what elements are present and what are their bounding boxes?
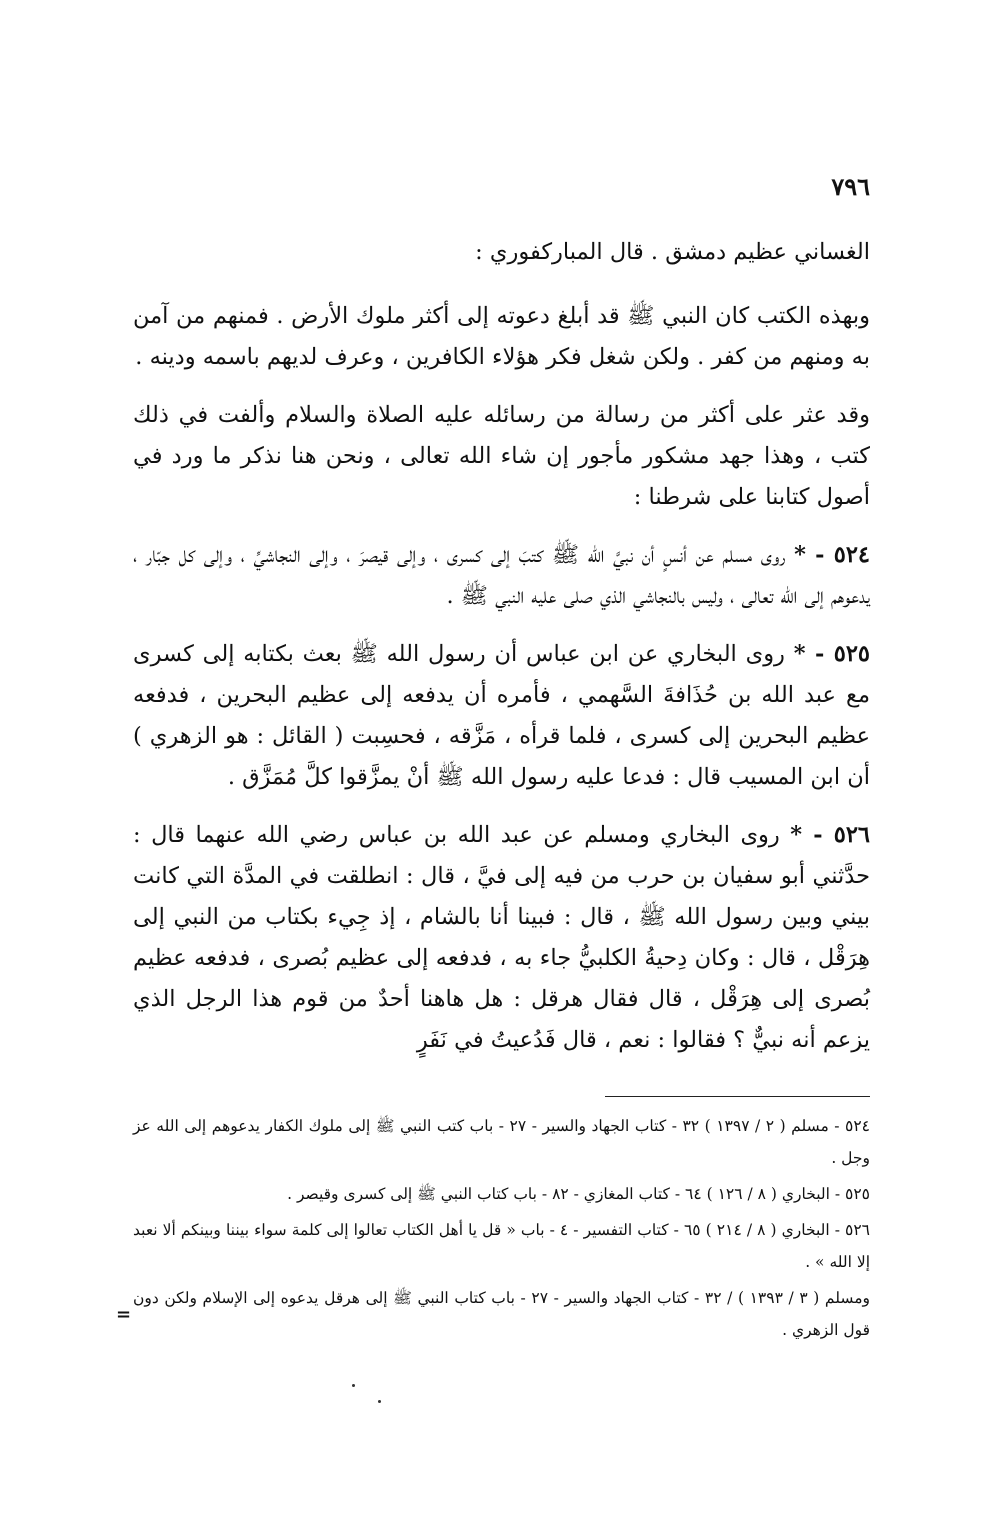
- hadith-text: روى البخاري ومسلم عن عبد الله بن عباس رضي الله عنهما قال : حدَّثني أبو سفيان بن حرب من فيه إلى فيَّ ، قال : انطلقت في المدَّة التي كانت بيني وبين رسول الله ﷺ ، قال : فبينا أنا بالشام ، إذ جِيء بكتاب من النبي إلى هِرَقْل ، قال : وكان دِحيةُ الكلبيُّ جاء به ، فدفعه إلى عظيم بُصرى ، فدفعه عظيم بُصرى إلى هِرَقْل ، قال فقال هرقل : هل هاهنا أحدٌ من قوم هذا الرجل الذي يزعم أنه نبيٌّ ؟ فقالوا : نعم ، قال فَدُعيتُ في نَفَرٍ: [133, 822, 870, 1053]
- scan-speck: [378, 1400, 381, 1403]
- scan-speck: [352, 1384, 355, 1387]
- footnote: ٥٢٤ - مسلم ( ٢ / ١٣٩٧ ) ٣٢ - كتاب الجهاد والسير - ٢٧ - باب كتب النبي ﷺ إلى ملوك الكفار يدعوهم إلى الله عز وجل .: [133, 1117, 870, 1167]
- footnote-divider: [605, 1096, 870, 1097]
- hadith-number: ٥٢٥ - *: [793, 641, 871, 667]
- hadith-525: [133, 634, 870, 798]
- hadith-number: ٥٢٤ - *: [794, 542, 870, 568]
- paragraph: الغساني عظيم دمشق . قال المباركفوري :: [475, 239, 870, 265]
- hadith-524: [133, 535, 870, 617]
- hadith-text: روى مسلم عن أنسٍ أن نبيَّ الله ﷺ كتبَ إلى كسرى ، وإلى قيصرَ ، وإلى النجاشيِّ ، وإلى كل جبّار ، يدعوهم إلى الله تعالى ، وليس بالنجاشي الذي صلى عليه النبي ﷺ .: [133, 542, 870, 609]
- continuation-mark: =: [116, 1304, 132, 1325]
- paragraph: وقد عثر على أكثر من رسالة من رسائله عليه الصلاة والسلام وألفت في ذلك كتب ، وهذا جهد مشكور مأجور إن شاء الله تعالى ، ونحن هنا نذكر ما ورد في أصول كتابنا على شرطنا :: [133, 402, 870, 510]
- page-number: ٧٩٦: [831, 172, 870, 201]
- footnote: ٥٢٦ - البخاري ( ٨ / ٢١٤ ) ٦٥ - كتاب التفسير - ٤ - باب « قل يا أهل الكتاب تعالوا إلى كلمة سواء بيننا وبينكم ألا نعبد إلا الله » .: [133, 1221, 870, 1271]
- main-text: [133, 232, 870, 1078]
- hadith-number: ٥٢٦ - *: [790, 822, 871, 848]
- footnote: ومسلم ( ٣ / ١٣٩٣ ) / ٣٢ - كتاب الجهاد والسير - ٢٧ - باب كتاب النبي ﷺ إلى هرقل يدعوه إلى الإسلام ولكن دون قول الزهري .: [133, 1289, 870, 1339]
- footnotes: [133, 1110, 870, 1350]
- footnote: ٥٢٥ - البخاري ( ٨ / ١٢٦ ) ٦٤ - كتاب المغازي - ٨٢ - باب كتاب النبي ﷺ إلى كسرى وقيصر .: [287, 1185, 870, 1203]
- hadith-text: روى البخاري عن ابن عباس أن رسول الله ﷺ بعث بكتابه إلى كسرى مع عبد الله بن حُذَافةَ السَّهمي ، فأمره أن يدفعه إلى عظيم البحرين ، فدفعه عظيم البحرين إلى كسرى ، فلما قرأه ، مَزَّقه ، فحسِبت ( القائل : هو الزهري ) أن ابن المسيب قال : فدعا عليه رسول الله ﷺ أنْ يمزَّقوا كلَّ مُمَزَّق .: [133, 641, 870, 790]
- hadith-526: [133, 815, 870, 1061]
- paragraph: وبهذه الكتب كان النبي ﷺ قد أبلغ دعوته إلى أكثر ملوك الأرض . فمنهم من آمن به ومنهم من كفر . ولكن شغل فكر هؤلاء الكافرين ، وعرف لديهم باسمه ودينه .: [133, 303, 870, 370]
